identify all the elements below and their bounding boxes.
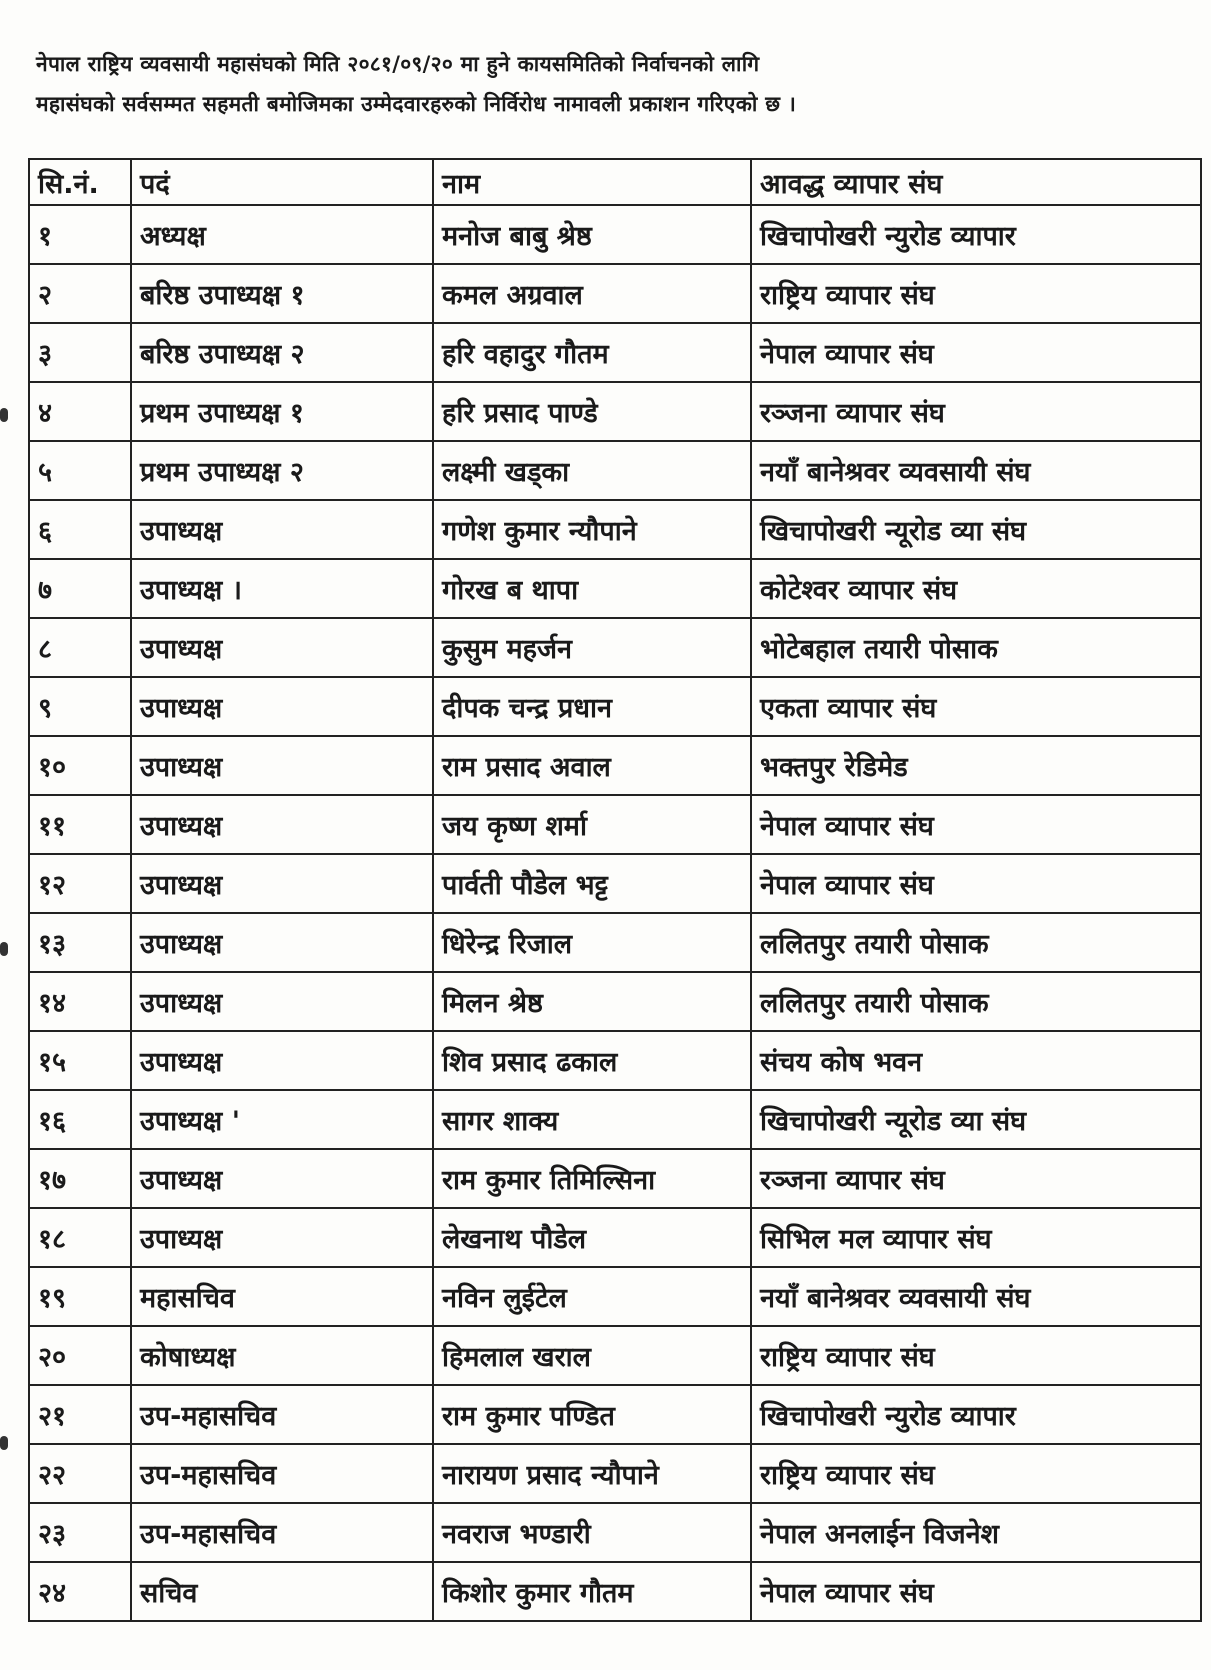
serial-number-cell: २ (29, 264, 131, 323)
name-cell: कुसुम महर्जन (433, 618, 751, 677)
association-cell: ललितपुर तयारी पोसाक (751, 972, 1201, 1031)
serial-number-cell: ११ (29, 795, 131, 854)
table-header-row (29, 159, 1201, 205)
serial-number-cell: २१ (29, 1385, 131, 1444)
table-row (29, 854, 1201, 913)
association-cell: खिचापोखरी न्युरोड व्यापार (751, 205, 1201, 264)
name-cell: दीपक चन्द्र प्रधान (433, 677, 751, 736)
name-cell: नविन लुईटेल (433, 1267, 751, 1326)
association-cell: राष्ट्रिय व्यापार संघ (751, 264, 1201, 323)
association-cell: भोटेबहाल तयारी पोसाक (751, 618, 1201, 677)
table-row (29, 1267, 1201, 1326)
association-cell: राष्ट्रिय व्यापार संघ (751, 1326, 1201, 1385)
association-cell: रञ्जना व्यापार संघ (751, 1149, 1201, 1208)
association-cell: ललितपुर तयारी पोसाक (751, 913, 1201, 972)
association-cell: एकता व्यापार संघ (751, 677, 1201, 736)
association-cell: नेपाल व्यापार संघ (751, 795, 1201, 854)
table-row (29, 736, 1201, 795)
table-row (29, 1149, 1201, 1208)
table-row (29, 795, 1201, 854)
name-cell: धिरेन्द्र रिजाल (433, 913, 751, 972)
association-cell: नेपाल व्यापार संघ (751, 854, 1201, 913)
post-cell: उप-महासचिव (131, 1444, 433, 1503)
header-name: नाम (433, 159, 751, 205)
association-cell: संचय कोष भवन (751, 1031, 1201, 1090)
intro-paragraph (36, 44, 1176, 124)
serial-number-cell: १३ (29, 913, 131, 972)
table-row (29, 382, 1201, 441)
name-cell: लक्ष्मी खड्का (433, 441, 751, 500)
name-cell: मनोज बाबु श्रेष्ठ (433, 205, 751, 264)
association-cell: रञ्जना व्यापार संघ (751, 382, 1201, 441)
post-cell: उपाध्यक्ष (131, 795, 433, 854)
association-cell: खिचापोखरी न्यूरोड व्या संघ (751, 1090, 1201, 1149)
serial-number-cell: २० (29, 1326, 131, 1385)
table-body (29, 205, 1201, 1621)
serial-number-cell: १२ (29, 854, 131, 913)
table-row (29, 559, 1201, 618)
table-row (29, 323, 1201, 382)
post-cell: उपाध्यक्ष (131, 1031, 433, 1090)
serial-number-cell: १६ (29, 1090, 131, 1149)
name-cell: नवराज भण्डारी (433, 1503, 751, 1562)
post-cell: उपाध्यक्ष (131, 677, 433, 736)
name-cell: जय कृष्ण शर्मा (433, 795, 751, 854)
post-cell: उप-महासचिव (131, 1385, 433, 1444)
table-row (29, 972, 1201, 1031)
association-cell: कोटेश्वर व्यापार संघ (751, 559, 1201, 618)
serial-number-cell: २३ (29, 1503, 131, 1562)
post-cell: बरिष्ठ उपाध्यक्ष २ (131, 323, 433, 382)
post-cell: उपाध्यक्ष (131, 736, 433, 795)
table-row (29, 1385, 1201, 1444)
association-cell: राष्ट्रिय व्यापार संघ (751, 1444, 1201, 1503)
name-cell: पार्वती पौडेल भट्ट (433, 854, 751, 913)
post-cell: उपाध्यक्ष । (131, 559, 433, 618)
header-association: आवद्ध व्यापार संघ (751, 159, 1201, 205)
intro-line-2: महासंघको सर्वसम्मत सहमती बमोजिमका उम्मेदवारहरुको निर्विरोध नामावली प्रकाशन गरिएको छ । (36, 92, 797, 116)
table-row (29, 205, 1201, 264)
name-cell: हिमलाल खराल (433, 1326, 751, 1385)
name-cell: मिलन श्रेष्ठ (433, 972, 751, 1031)
serial-number-cell: १५ (29, 1031, 131, 1090)
table-row (29, 677, 1201, 736)
table-row (29, 500, 1201, 559)
name-cell: लेखनाथ पौडेल (433, 1208, 751, 1267)
name-cell: सागर शाक्य (433, 1090, 751, 1149)
table-row (29, 1503, 1201, 1562)
table-row (29, 1090, 1201, 1149)
serial-number-cell: ८ (29, 618, 131, 677)
scan-edge-mark (0, 1436, 8, 1450)
post-cell: उप-महासचिव (131, 1503, 433, 1562)
header-post: पदं (131, 159, 433, 205)
serial-number-cell: ३ (29, 323, 131, 382)
serial-number-cell: १४ (29, 972, 131, 1031)
name-cell: हरि प्रसाद पाण्डे (433, 382, 751, 441)
serial-number-cell: ५ (29, 441, 131, 500)
association-cell: भक्तपुर रेडिमेड (751, 736, 1201, 795)
table-row (29, 1031, 1201, 1090)
post-cell: उपाध्यक्ष ' (131, 1090, 433, 1149)
association-cell: खिचापोखरी न्युरोड व्यापार (751, 1385, 1201, 1444)
table-row (29, 1326, 1201, 1385)
post-cell: उपाध्यक्ष (131, 854, 433, 913)
serial-number-cell: ६ (29, 500, 131, 559)
name-cell: गणेश कुमार न्यौपाने (433, 500, 751, 559)
post-cell: बरिष्ठ उपाध्यक्ष १ (131, 264, 433, 323)
serial-number-cell: १० (29, 736, 131, 795)
post-cell: उपाध्यक्ष (131, 1208, 433, 1267)
serial-number-cell: २२ (29, 1444, 131, 1503)
post-cell: महासचिव (131, 1267, 433, 1326)
association-cell: नयाँ बानेश्रवर व्यवसायी संघ (751, 1267, 1201, 1326)
name-cell: किशोर कुमार गौतम (433, 1562, 751, 1621)
serial-number-cell: २४ (29, 1562, 131, 1621)
post-cell: प्रथम उपाध्यक्ष १ (131, 382, 433, 441)
post-cell: उपाध्यक्ष (131, 500, 433, 559)
table-row (29, 1562, 1201, 1621)
table-row (29, 264, 1201, 323)
association-cell: सिभिल मल व्यापार संघ (751, 1208, 1201, 1267)
serial-number-cell: ९ (29, 677, 131, 736)
association-cell: नेपाल व्यापार संघ (751, 323, 1201, 382)
name-cell: हरि वहादुर गौतम (433, 323, 751, 382)
post-cell: उपाध्यक्ष (131, 618, 433, 677)
table-row (29, 618, 1201, 677)
post-cell: उपाध्यक्ष (131, 913, 433, 972)
intro-line-1: नेपाल राष्ट्रिय व्यवसायी महासंघको मिति २०८१/०९/२० मा हुने कायसमितिको निर्वाचनको लागि (36, 52, 760, 76)
post-cell: उपाध्यक्ष (131, 1149, 433, 1208)
post-cell: सचिव (131, 1562, 433, 1621)
association-cell: नेपाल अनलाईन विजनेश (751, 1503, 1201, 1562)
name-cell: राम कुमार पण्डित (433, 1385, 751, 1444)
association-cell: नेपाल व्यापार संघ (751, 1562, 1201, 1621)
serial-number-cell: १९ (29, 1267, 131, 1326)
scan-edge-mark (0, 408, 8, 422)
post-cell: उपाध्यक्ष (131, 972, 433, 1031)
serial-number-cell: १७ (29, 1149, 131, 1208)
association-cell: खिचापोखरी न्यूरोड व्या संघ (751, 500, 1201, 559)
serial-number-cell: ७ (29, 559, 131, 618)
post-cell: कोषाध्यक्ष (131, 1326, 433, 1385)
serial-number-cell: ४ (29, 382, 131, 441)
table-row (29, 1444, 1201, 1503)
name-cell: कमल अग्रवाल (433, 264, 751, 323)
scan-edge-mark (0, 942, 8, 956)
serial-number-cell: १८ (29, 1208, 131, 1267)
name-cell: राम प्रसाद अवाल (433, 736, 751, 795)
name-cell: नारायण प्रसाद न्यौपाने (433, 1444, 751, 1503)
table-row (29, 441, 1201, 500)
post-cell: अध्यक्ष (131, 205, 433, 264)
post-cell: प्रथम उपाध्यक्ष २ (131, 441, 433, 500)
name-cell: गोरख ब थापा (433, 559, 751, 618)
name-cell: राम कुमार तिमिल्सिना (433, 1149, 751, 1208)
name-cell: शिव प्रसाद ढकाल (433, 1031, 751, 1090)
table-row (29, 1208, 1201, 1267)
candidate-table (28, 158, 1202, 1622)
table-row (29, 913, 1201, 972)
header-serial-number: सि.नं. (29, 159, 131, 205)
association-cell: नयाँ बानेश्रवर व्यवसायी संघ (751, 441, 1201, 500)
serial-number-cell: १ (29, 205, 131, 264)
